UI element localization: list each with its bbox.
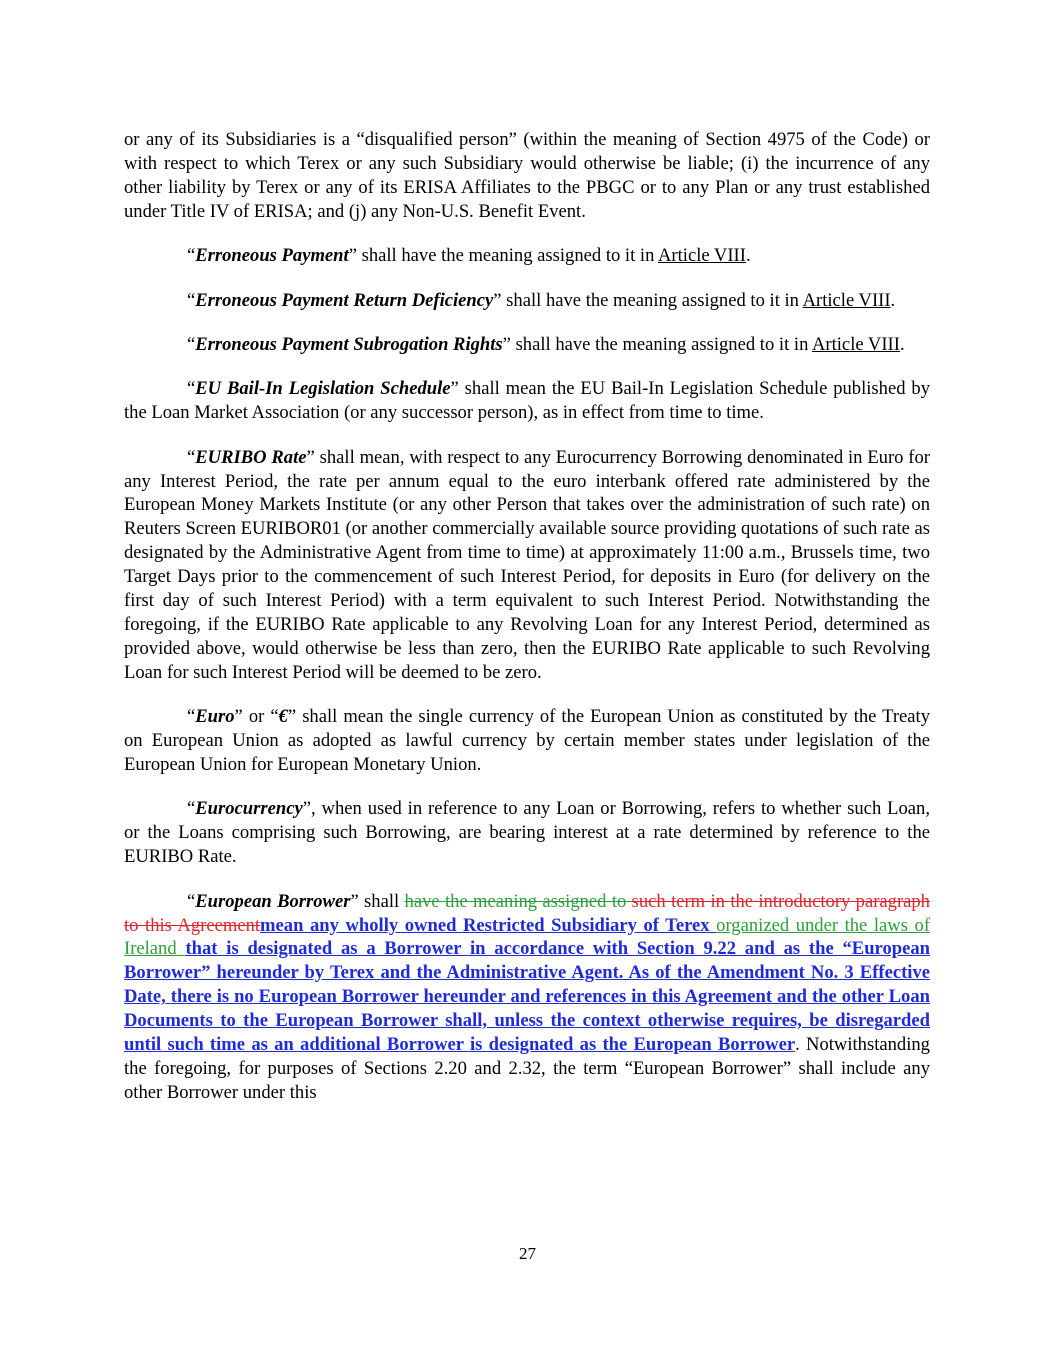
definition-euribo-rate: [124, 446, 930, 685]
definition-text: ” shall have the meaning assigned to it in: [348, 245, 658, 267]
definition-euro: [124, 705, 930, 777]
definition-text: ” shall have the meaning assigned to it in: [493, 289, 803, 311]
definition-eurocurrency: [124, 797, 930, 869]
cross-reference-link[interactable]: Article VIII: [658, 245, 746, 267]
open-quote: “: [187, 245, 196, 267]
defined-term: Eurocurrency: [195, 798, 303, 820]
definition-erroneous-payment-subrogation-rights: [124, 333, 930, 357]
definition-european-borrower: [124, 890, 930, 1105]
open-quote: “: [187, 446, 196, 468]
open-quote: “: [187, 706, 196, 728]
defined-term: EURIBO Rate: [195, 446, 307, 468]
paragraph-erisa-event-continued: [124, 128, 930, 224]
deleted-text-red: such term in the introductory paragraph to this Agreement: [124, 890, 930, 936]
inserted-text-blue: mean any wholly owned Restricted Subsidiary of Terex: [260, 914, 717, 936]
definition-erroneous-payment-return-deficiency: [124, 289, 930, 313]
defined-term: Erroneous Payment Subrogation Rights: [195, 333, 503, 355]
definition-text: ” shall have the meaning assigned to it in: [502, 333, 812, 355]
period: .: [745, 245, 751, 267]
definition-text: . Notwithstanding the foregoing, for purposes of Sections 2.20 and 2.32, the term “European Borrower” shall include any other Borrower under this: [124, 1034, 930, 1103]
defined-term: EU Bail-In Legislation Schedule: [195, 378, 451, 400]
definition-erroneous-payment: [124, 244, 930, 268]
defined-term-symbol: €: [278, 706, 288, 728]
defined-term: Erroneous Payment Return Deficiency: [195, 289, 494, 311]
definition-text: ” shall mean the single currency of the European Union as constituted by the Treaty on European Union as adopted as lawful currency by certain member states under legislation of the European Union for European Monetary Union.: [124, 706, 930, 776]
document-body: [124, 128, 930, 1125]
definition-eu-bail-in-legislation-schedule: [124, 377, 930, 425]
open-quote: “: [187, 378, 196, 400]
period: .: [890, 289, 896, 311]
connector-text: ” or “: [234, 706, 279, 728]
cross-reference-link[interactable]: Article VIII: [811, 333, 900, 355]
period: .: [899, 333, 905, 355]
defined-term: European Borrower: [195, 890, 351, 912]
definition-text: ” shall mean the EU Bail-In Legislation Schedule published by the Loan Market Association (or any successor person), as in effect from time to time.: [124, 378, 930, 424]
definition-text: ” shall mean, with respect to any Eurocurrency Borrowing denominated in Euro for any Interest Period, the rate per annum equal to the euro interbank offered rate administered by the European Money Markets Institute (or any other Person that takes over the administration of such rate) on Reuters Screen EURIBOR01 (or another commercially available source providing quotations of such rate as designated by the Administrative Agent from time to time) at approximately 11:00 a.m., Brussels time, two Target Days prior to the commencement of such Interest Period, for deposits in Euro (for delivery on the first day of such Interest Period) with a term equivalent to such Interest Period. Notwithstanding the foregoing, if the EURIBO Rate applicable to any Revolving Loan for any Interest Period, determined as provided above, would otherwise be less than zero, then the EURIBO Rate applicable to such Revolving Loan for such Interest Period will be deemed to be zero.: [124, 446, 931, 683]
inserted-text-green: organized under the laws of Ireland: [124, 914, 931, 960]
paragraph-text: or any of its Subsidiaries is a “disqualified person” (within the meaning of Section 4975 of the Code) or with respect to which Terex or any such Subsidiary would otherwise be liable; (i) the incurrence of any other liability by Terex or any of its ERISA Affiliates to the PBGC or to any Plan or any trust established under Title IV of ERISA; and (j) any Non-U.S. Benefit Event.: [124, 129, 930, 222]
page-number: 27: [519, 1244, 536, 1263]
inserted-text-blue: that is designated as a Borrower in accordance with Section 9.22 and as the “European Borrower” hereunder by Terex and the Administrative Agent. As of the Amendment No. 3 Effective Date, there is no European Borrower hereunder and references in this Agreement and the other Loan Documents to the European Borrower shall, unless the context otherwise requires, be disregarded until such time as an additional Borrower is designated as the European Borrower: [124, 938, 930, 1056]
defined-term: Erroneous Payment: [195, 245, 349, 267]
cross-reference-link[interactable]: Article VIII: [802, 289, 891, 311]
open-quote: “: [187, 798, 196, 820]
open-quote: “: [187, 289, 196, 311]
deleted-text-green: have the meaning assigned to: [404, 890, 632, 912]
open-quote: “: [187, 333, 196, 355]
open-quote: “: [187, 890, 196, 912]
defined-term: Euro: [195, 706, 235, 728]
definition-text: ” shall: [350, 890, 405, 912]
definition-text: ”, when used in reference to any Loan or Borrowing, refers to whether such Loan, or the Loans comprising such Borrowing, are bearing interest at a rate determined by reference to the EURIBO Rate.: [124, 798, 930, 868]
